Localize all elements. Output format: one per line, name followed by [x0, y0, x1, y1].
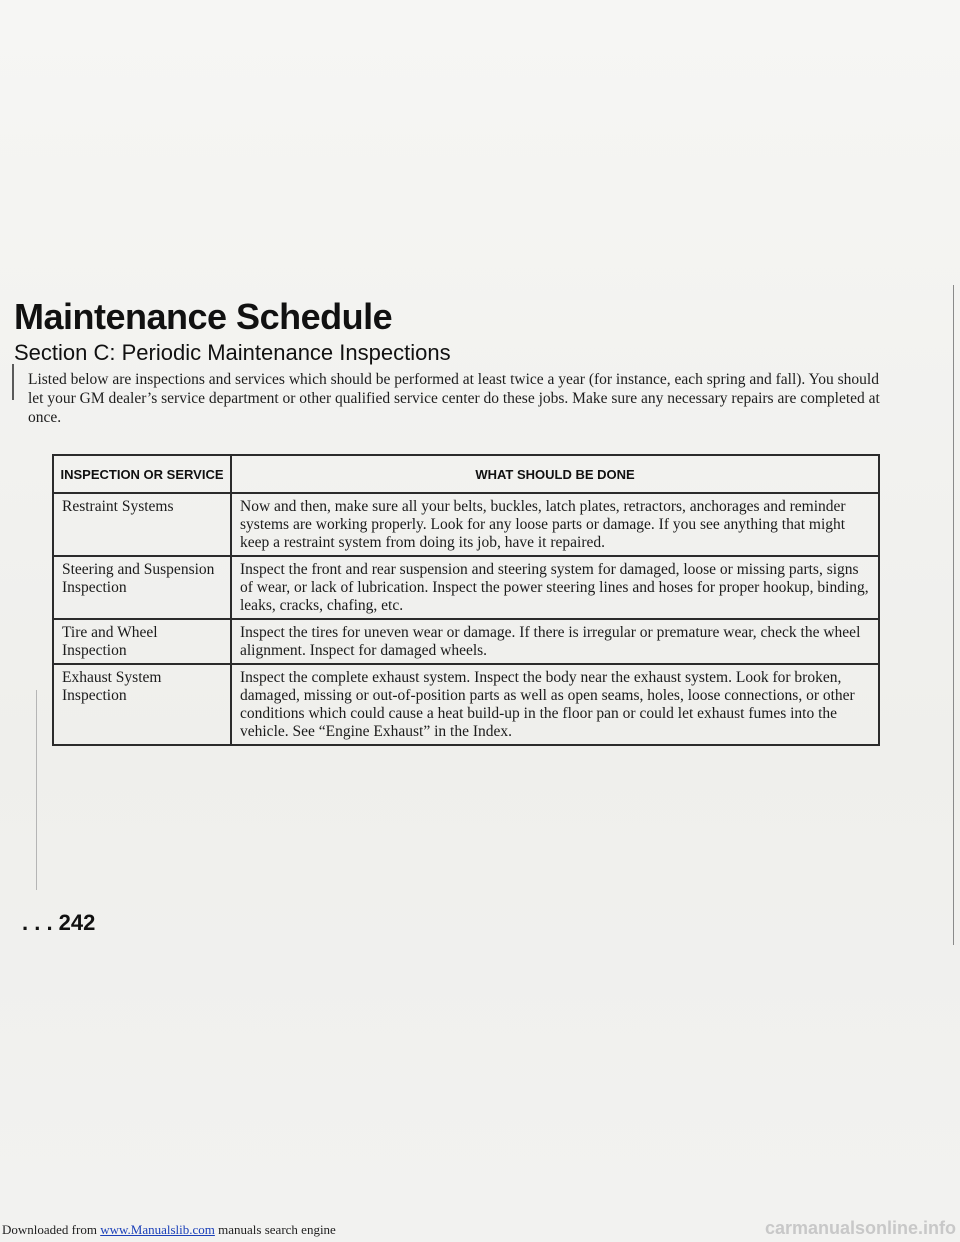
service-cell: Steering and Suspension Inspection: [53, 556, 231, 619]
margin-rule: [36, 690, 37, 890]
table-row: [53, 493, 879, 556]
action-cell: Inspect the complete exhaust system. Inspect the body near the exhaust system. Look for broken, damaged, missing or out-of-position parts as well as open seams, holes, loose connections, or other conditions which could cause a heat build-up in the floor pan or could let exhaust fumes into the vehicle. See “Engine Exhaust” in the Index.: [231, 664, 879, 745]
table-header-row: [53, 455, 879, 493]
service-cell: Exhaust System Inspection: [53, 664, 231, 745]
intro-paragraph: Listed below are inspections and services which should be performed at least twice a year (for instance, each spring and fall). You should let your GM dealer’s service department or other qualified service center do these jobs. Make sure any necessary repairs are completed at once.: [28, 371, 880, 426]
download-suffix: manuals search engine: [214, 1222, 336, 1237]
maintenance-table: [52, 454, 880, 746]
table-row: [53, 619, 879, 664]
download-notice: [2, 1222, 336, 1238]
action-cell: Inspect the front and rear suspension and steering system for damaged, loose or missing parts, signs of wear, or lack of lubrication. Inspect the power steering lines and hoses for proper hookup, binding, leaks, cracks, chafing, etc.: [231, 556, 879, 619]
header-what-should-be-done: WHAT SHOULD BE DONE: [231, 455, 879, 493]
header-inspection-or-service: INSPECTION OR SERVICE: [53, 455, 231, 493]
section-title: Section C: Periodic Maintenance Inspections: [14, 340, 451, 365]
watermark-text: carmanualsonline.info: [764, 1218, 956, 1238]
manualslib-link[interactable]: www.Manualslib.com: [100, 1222, 215, 1237]
page-edge-rule: [953, 285, 954, 945]
intro-change-bar: [12, 364, 14, 400]
page-number: . . . 242: [22, 910, 96, 935]
page-title: Maintenance Schedule: [14, 296, 393, 337]
table-row: [53, 556, 879, 619]
service-cell: Tire and Wheel Inspection: [53, 619, 231, 664]
service-cell: Restraint Systems: [53, 493, 231, 556]
action-cell: Now and then, make sure all your belts, buckles, latch plates, retractors, anchorages and reminder systems are working properly. Look for any loose parts or damage. If you see anything that might keep a restraint system from doing its job, have it repaired.: [231, 493, 879, 556]
download-prefix: Downloaded from: [2, 1222, 101, 1237]
table-row: [53, 664, 879, 745]
action-cell: Inspect the tires for uneven wear or damage. If there is irregular or premature wear, check the wheel alignment. Inspect for damaged wheels.: [231, 619, 879, 664]
